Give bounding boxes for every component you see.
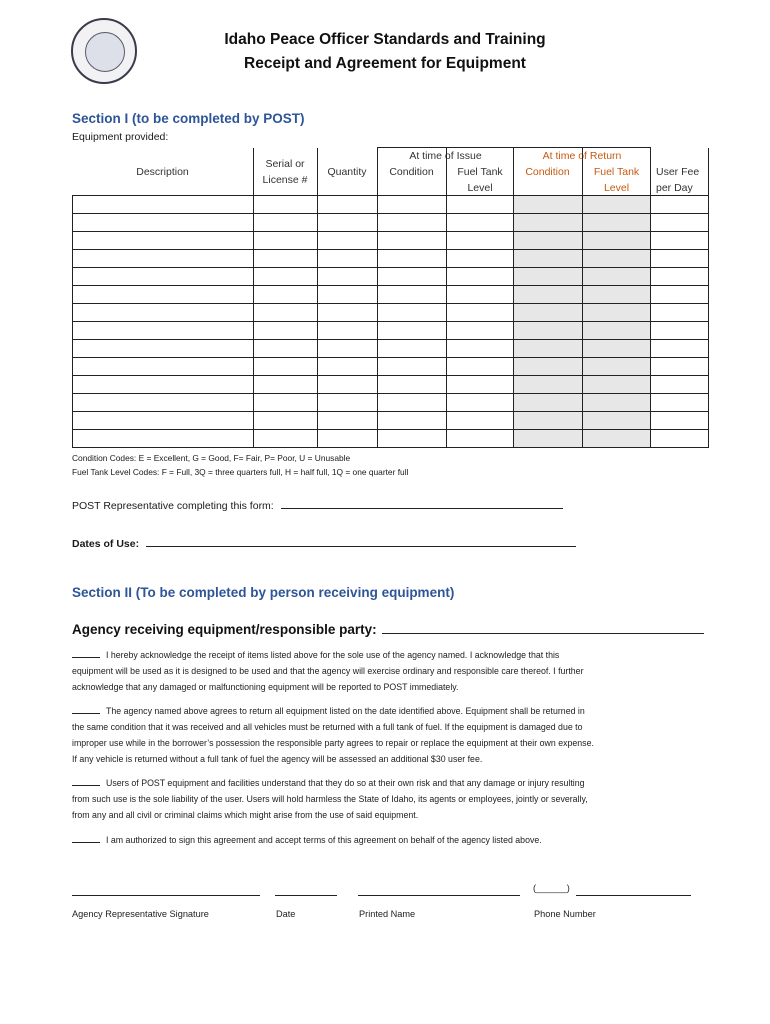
- table-row: [73, 214, 709, 232]
- col-return-fuel-line2: Level: [603, 182, 630, 194]
- table-cell[interactable]: [514, 250, 583, 268]
- printed-name-label: Printed Name: [359, 909, 416, 919]
- table-cell[interactable]: [73, 358, 254, 376]
- section-2-heading: Section II (To be completed by person receiving equipment): [72, 585, 455, 600]
- equipment-provided-label: Equipment provided:: [72, 131, 169, 143]
- post-seal-logo: [71, 18, 137, 84]
- table-cell[interactable]: [318, 196, 378, 214]
- table-cell[interactable]: [583, 394, 651, 412]
- table-cell[interactable]: [254, 196, 318, 214]
- table-cell[interactable]: [651, 286, 709, 304]
- table-cell[interactable]: [73, 340, 254, 358]
- table-cell[interactable]: [583, 268, 651, 286]
- table-cell[interactable]: [447, 376, 514, 394]
- table-cell[interactable]: [378, 358, 447, 376]
- table-row: [73, 304, 709, 322]
- table-cell[interactable]: [318, 430, 378, 448]
- table-cell[interactable]: [514, 412, 583, 430]
- initials-field-3[interactable]: [72, 776, 100, 786]
- printed-name-field[interactable]: [358, 895, 520, 896]
- table-cell[interactable]: [583, 358, 651, 376]
- table-row: [73, 412, 709, 430]
- col-issue-fuel-line2: Level: [467, 182, 493, 194]
- table-cell[interactable]: [254, 268, 318, 286]
- table-cell[interactable]: [447, 250, 514, 268]
- table-cell[interactable]: [651, 250, 709, 268]
- table-cell[interactable]: [254, 304, 318, 322]
- table-header-row: [73, 148, 709, 196]
- table-row: [73, 268, 709, 286]
- table-cell[interactable]: [318, 340, 378, 358]
- initials-field-2[interactable]: [72, 704, 100, 714]
- table-cell[interactable]: [254, 214, 318, 232]
- table-cell[interactable]: [378, 430, 447, 448]
- table-cell[interactable]: [651, 412, 709, 430]
- table-cell[interactable]: [651, 322, 709, 340]
- dates-row: [72, 534, 576, 550]
- liability-paragraph-3: Users of POST equipment and facilities understand that they do so at their own risk and that any damage or injury resulting from such use is the sole liability of the user. Users will hold harmless the State of Idaho, its agents or employees, jointly or severally, from any and all civil or criminal claims which might arise from the use of said equipment.: [72, 778, 588, 820]
- table-cell[interactable]: [378, 286, 447, 304]
- table-row: [73, 250, 709, 268]
- dates-field[interactable]: [146, 534, 576, 547]
- agency-row: [72, 619, 704, 637]
- table-cell[interactable]: [73, 430, 254, 448]
- table-cell[interactable]: [378, 322, 447, 340]
- table-cell[interactable]: [73, 232, 254, 250]
- table-cell[interactable]: [318, 376, 378, 394]
- agency-field[interactable]: [382, 619, 704, 634]
- table-cell[interactable]: [378, 340, 447, 358]
- table-cell[interactable]: [583, 340, 651, 358]
- signature-label: Agency Representative Signature: [72, 909, 209, 919]
- table-cell[interactable]: [318, 322, 378, 340]
- table-cell[interactable]: [254, 394, 318, 412]
- table-row: [73, 430, 709, 448]
- table-cell[interactable]: [651, 430, 709, 448]
- table-row: [73, 394, 709, 412]
- page-title: Idaho Peace Officer Standards and Training: [224, 31, 546, 48]
- table-cell[interactable]: [447, 286, 514, 304]
- table-cell[interactable]: [73, 250, 254, 268]
- table-cell[interactable]: [514, 196, 583, 214]
- date-field[interactable]: [275, 895, 337, 896]
- table-cell[interactable]: [254, 286, 318, 304]
- table-row: [73, 196, 709, 214]
- date-label: Date: [276, 909, 296, 919]
- table-cell[interactable]: [378, 268, 447, 286]
- table-cell[interactable]: [447, 340, 514, 358]
- table-cell[interactable]: [651, 196, 709, 214]
- col-return-fuel-line1: Fuel Tank: [593, 166, 640, 178]
- table-cell[interactable]: [514, 358, 583, 376]
- table-cell[interactable]: [318, 394, 378, 412]
- table-row: [73, 286, 709, 304]
- table-cell[interactable]: [514, 232, 583, 250]
- col-serial-line2: License #: [262, 174, 308, 186]
- table-cell[interactable]: [254, 340, 318, 358]
- table-cell[interactable]: [651, 376, 709, 394]
- table-cell[interactable]: [378, 250, 447, 268]
- table-cell[interactable]: [514, 376, 583, 394]
- table-row: [73, 232, 709, 250]
- table-cell[interactable]: [378, 214, 447, 232]
- table-cell[interactable]: [73, 322, 254, 340]
- table-cell[interactable]: [583, 196, 651, 214]
- page-subtitle: Receipt and Agreement for Equipment: [244, 55, 526, 72]
- table-cell[interactable]: [514, 340, 583, 358]
- table-cell[interactable]: [73, 196, 254, 214]
- table-cell[interactable]: [378, 412, 447, 430]
- col-return-condition: Condition: [525, 166, 570, 178]
- table-cell[interactable]: [514, 322, 583, 340]
- table-cell[interactable]: [583, 304, 651, 322]
- table-cell[interactable]: [583, 250, 651, 268]
- table-cell[interactable]: [651, 232, 709, 250]
- dates-label: Dates of Use:: [72, 538, 140, 550]
- table-cell[interactable]: [583, 232, 651, 250]
- table-cell[interactable]: [651, 340, 709, 358]
- post-rep-field[interactable]: [281, 496, 563, 509]
- col-description: Description: [136, 166, 189, 178]
- table-cell[interactable]: [447, 322, 514, 340]
- post-rep-label: POST Representative completing this form:: [72, 500, 274, 512]
- phone-area-code: (______): [533, 883, 570, 893]
- table-cell[interactable]: [254, 358, 318, 376]
- table-cell[interactable]: [583, 286, 651, 304]
- table-cell[interactable]: [318, 286, 378, 304]
- table-cell[interactable]: [651, 268, 709, 286]
- phone-label: Phone Number: [534, 909, 596, 919]
- table-cell[interactable]: [73, 304, 254, 322]
- table-cell[interactable]: [514, 394, 583, 412]
- table-cell[interactable]: [651, 394, 709, 412]
- equipment-table: [72, 147, 709, 448]
- table-cell[interactable]: [73, 214, 254, 232]
- signature-field[interactable]: [72, 895, 260, 896]
- return-paragraph-2: The agency named above agrees to return all equipment listed on the date identified above. Equipment shall be returned in the same condition that it was received and all vehicles must be returned with a full tank of fuel. If the equipment is damaged due to improper use while in the borrower’s possession the responsible party agrees to repair or replace the equipment at their own expense. If any vehicle is returned without a full tank of fuel the agency will be assessed an additional $30 user fee.: [72, 706, 594, 764]
- table-cell[interactable]: [318, 412, 378, 430]
- table-cell[interactable]: [73, 394, 254, 412]
- table-cell[interactable]: [254, 430, 318, 448]
- table-cell[interactable]: [378, 394, 447, 412]
- table-cell[interactable]: [254, 412, 318, 430]
- table-cell[interactable]: [447, 394, 514, 412]
- table-cell[interactable]: [651, 358, 709, 376]
- col-fee-line1: User Fee: [656, 166, 700, 178]
- table-cell[interactable]: [447, 268, 514, 286]
- table-cell[interactable]: [318, 358, 378, 376]
- table-cell[interactable]: [318, 232, 378, 250]
- table-row: [73, 376, 709, 394]
- table-cell[interactable]: [73, 268, 254, 286]
- table-cell[interactable]: [583, 214, 651, 232]
- table-row: [73, 340, 709, 358]
- table-cell[interactable]: [378, 232, 447, 250]
- table-cell[interactable]: [254, 322, 318, 340]
- table-cell[interactable]: [514, 286, 583, 304]
- table-cell[interactable]: [318, 250, 378, 268]
- table-cell[interactable]: [447, 412, 514, 430]
- table-cell[interactable]: [318, 304, 378, 322]
- table-cell[interactable]: [651, 214, 709, 232]
- table-cell[interactable]: [514, 268, 583, 286]
- fuel-codes-note: Fuel Tank Level Codes: F = Full, 3Q = three quarters full, H = half full, 1Q = one quarter full: [72, 467, 409, 477]
- col-quantity: Quantity: [327, 166, 367, 178]
- agency-label: Agency receiving equipment/responsible party:: [72, 622, 377, 637]
- table-cell[interactable]: [583, 322, 651, 340]
- table-cell[interactable]: [447, 358, 514, 376]
- table-cell[interactable]: [514, 430, 583, 448]
- table-cell[interactable]: [447, 232, 514, 250]
- col-issue-group: At time of Issue: [409, 150, 482, 162]
- table-cell[interactable]: [447, 430, 514, 448]
- col-return-group: At time of Return: [542, 150, 622, 162]
- table-cell[interactable]: [378, 376, 447, 394]
- post-rep-row: [72, 496, 563, 512]
- table-cell[interactable]: [318, 214, 378, 232]
- table-cell[interactable]: [254, 232, 318, 250]
- table-cell[interactable]: [583, 412, 651, 430]
- table-cell[interactable]: [254, 376, 318, 394]
- table-cell[interactable]: [73, 412, 254, 430]
- table-cell[interactable]: [378, 304, 447, 322]
- table-cell[interactable]: [73, 376, 254, 394]
- table-cell[interactable]: [583, 430, 651, 448]
- col-serial-line1: Serial or: [265, 158, 305, 170]
- table-row: [73, 322, 709, 340]
- table-cell[interactable]: [318, 268, 378, 286]
- phone-number-field[interactable]: [576, 895, 691, 896]
- table-cell[interactable]: [73, 286, 254, 304]
- col-fee-line2: per Day: [656, 182, 693, 194]
- col-issue-fuel-line1: Fuel Tank: [457, 166, 503, 178]
- table-cell[interactable]: [254, 250, 318, 268]
- col-issue-condition: Condition: [389, 166, 434, 178]
- table-cell[interactable]: [514, 304, 583, 322]
- table-cell[interactable]: [447, 304, 514, 322]
- acknowledgement-paragraph-1: I hereby acknowledge the receipt of items listed above for the sole use of the agency named. I acknowledge that this equipment will be used as it is designed to be used and that the agency will exercise ordinary and responsible care thereof. I further acknowledge that any damaged or malfunctioning equipment will be reported to POST immediately.: [72, 650, 584, 692]
- table-cell[interactable]: [378, 196, 447, 214]
- section-1-heading: Section I (to be completed by POST): [72, 111, 305, 126]
- initials-field-1[interactable]: [72, 648, 100, 658]
- table-row: [73, 358, 709, 376]
- authorization-paragraph-4: I am authorized to sign this agreement and accept terms of this agreement on behalf of the agency listed above.: [72, 832, 700, 848]
- table-cell[interactable]: [447, 214, 514, 232]
- table-cell[interactable]: [583, 376, 651, 394]
- condition-codes-note: Condition Codes: E = Excellent, G = Good, F= Fair, P= Poor, U = Unusable: [72, 453, 351, 463]
- table-cell[interactable]: [651, 304, 709, 322]
- table-cell[interactable]: [514, 214, 583, 232]
- initials-field-4[interactable]: [72, 833, 100, 843]
- table-cell[interactable]: [447, 196, 514, 214]
